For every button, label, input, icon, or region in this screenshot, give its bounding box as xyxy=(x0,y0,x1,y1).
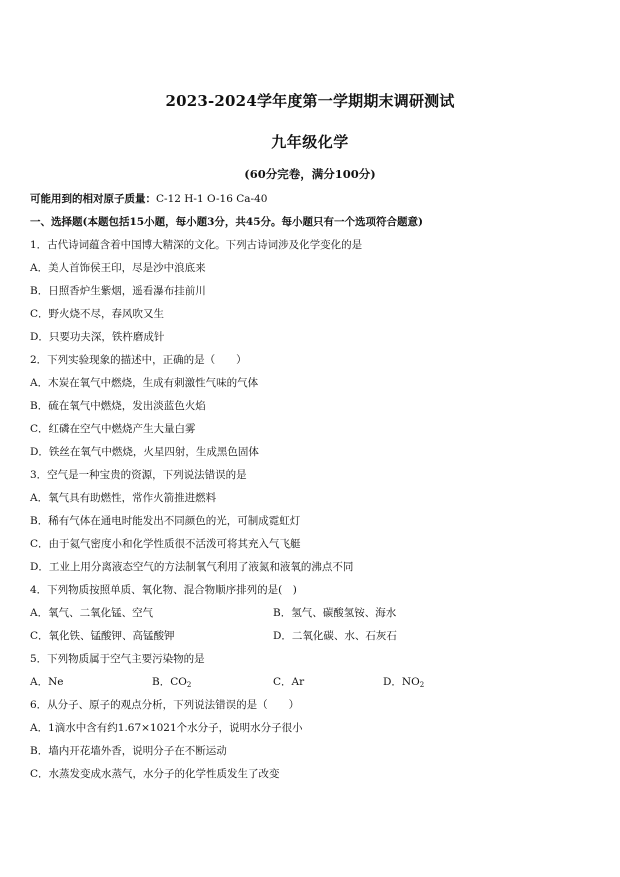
question-3-option-a: A．氧气具有助燃性，常作火箭推进燃料 xyxy=(30,492,217,504)
question-5-option-a: A．Ne xyxy=(30,676,64,688)
question-4-option-b: B．氢气、碳酸氢铵、海水 xyxy=(273,607,397,619)
question-4-option-c: C．氧化铁、锰酸钾、高锰酸钾 xyxy=(30,630,175,642)
exam-title: 2023-2024学年度第一学期期末调研测试 xyxy=(165,92,455,110)
question-2-stem: 2．下列实验现象的描述中，正确的是（ ） xyxy=(30,354,247,366)
question-4-option-d: D．二氧化碳、水、石灰石 xyxy=(273,630,397,642)
question-2-option-d: D．铁丝在氧气中燃烧，火星四射，生成黑色固体 xyxy=(30,446,259,458)
question-4-option-a: A．氧气、二氧化锰、空气 xyxy=(30,607,154,619)
question-2-option-c: C．红磷在空气中燃烧产生大量白雾 xyxy=(30,423,196,435)
question-3-option-d: D．工业上用分离液态空气的方法制氧气利用了液氮和液氧的沸点不同 xyxy=(30,561,354,573)
question-5-option-d xyxy=(383,675,424,689)
option-d-subscript: 2 xyxy=(419,681,425,689)
question-1-stem: 1．古代诗词蕴含着中国博大精深的文化。下列古诗词涉及化学变化的是 xyxy=(30,239,363,251)
atomic-mass-label: 可能用到的相对原子质量： xyxy=(30,193,156,205)
atomic-mass-values: C-12 H-1 O-16 Ca-40 xyxy=(156,193,268,205)
option-d-text: D．NO xyxy=(383,676,420,688)
question-6-option-c: C．水蒸发变成水蒸气，水分子的化学性质发生了改变 xyxy=(30,768,280,780)
question-6-option-b: B．墙内开花墙外香，说明分子在不断运动 xyxy=(30,745,227,757)
section-heading: 一、选择题(本题包括15小题，每小题3分，共45分。每小题只有一个选项符合题意) xyxy=(30,216,423,228)
exam-note: (60分完卷，满分100分) xyxy=(244,167,376,181)
question-1-option-b: B．日照香炉生紫烟，遥看瀑布挂前川 xyxy=(30,285,206,297)
question-1-option-c: C．野火烧不尽，春风吹又生 xyxy=(30,308,165,320)
question-5-option-b xyxy=(152,675,191,689)
option-b-text: B．CO xyxy=(152,676,187,688)
atomic-mass-line xyxy=(30,192,267,206)
exam-subtitle: 九年级化学 xyxy=(271,133,349,151)
question-6-option-a: A．1滴水中含有约1.67×1021个水分子，说明水分子很小 xyxy=(30,722,303,734)
question-2-option-a: A．木炭在氧气中燃烧，生成有刺激性气味的气体 xyxy=(30,377,259,389)
question-5-option-c: C．Ar xyxy=(273,676,305,688)
question-1-option-a: A．美人首饰侯王印，尽是沙中浪底来 xyxy=(30,262,206,274)
question-4-stem: 4．下列物质按照单质、氧化物、混合物顺序排列的是( ) xyxy=(30,584,297,596)
question-3-stem: 3．空气是一种宝贵的资源，下列说法错误的是 xyxy=(30,469,247,481)
question-5-stem: 5．下列物质属于空气主要污染物的是 xyxy=(30,653,205,665)
question-2-option-b: B．硫在氧气中燃烧，发出淡蓝色火焰 xyxy=(30,400,206,412)
question-6-stem: 6．从分子、原子的观点分析，下列说法错误的是（ ） xyxy=(30,699,300,711)
question-1-option-d: D．只要功夫深，铁杵磨成针 xyxy=(30,331,165,343)
question-3-option-b: B．稀有气体在通电时能发出不同颜色的光，可制成霓虹灯 xyxy=(30,515,301,527)
option-b-subscript: 2 xyxy=(186,681,192,689)
question-3-option-c: C．由于氦气密度小和化学性质很不活泼可将其充入气飞艇 xyxy=(30,538,301,550)
